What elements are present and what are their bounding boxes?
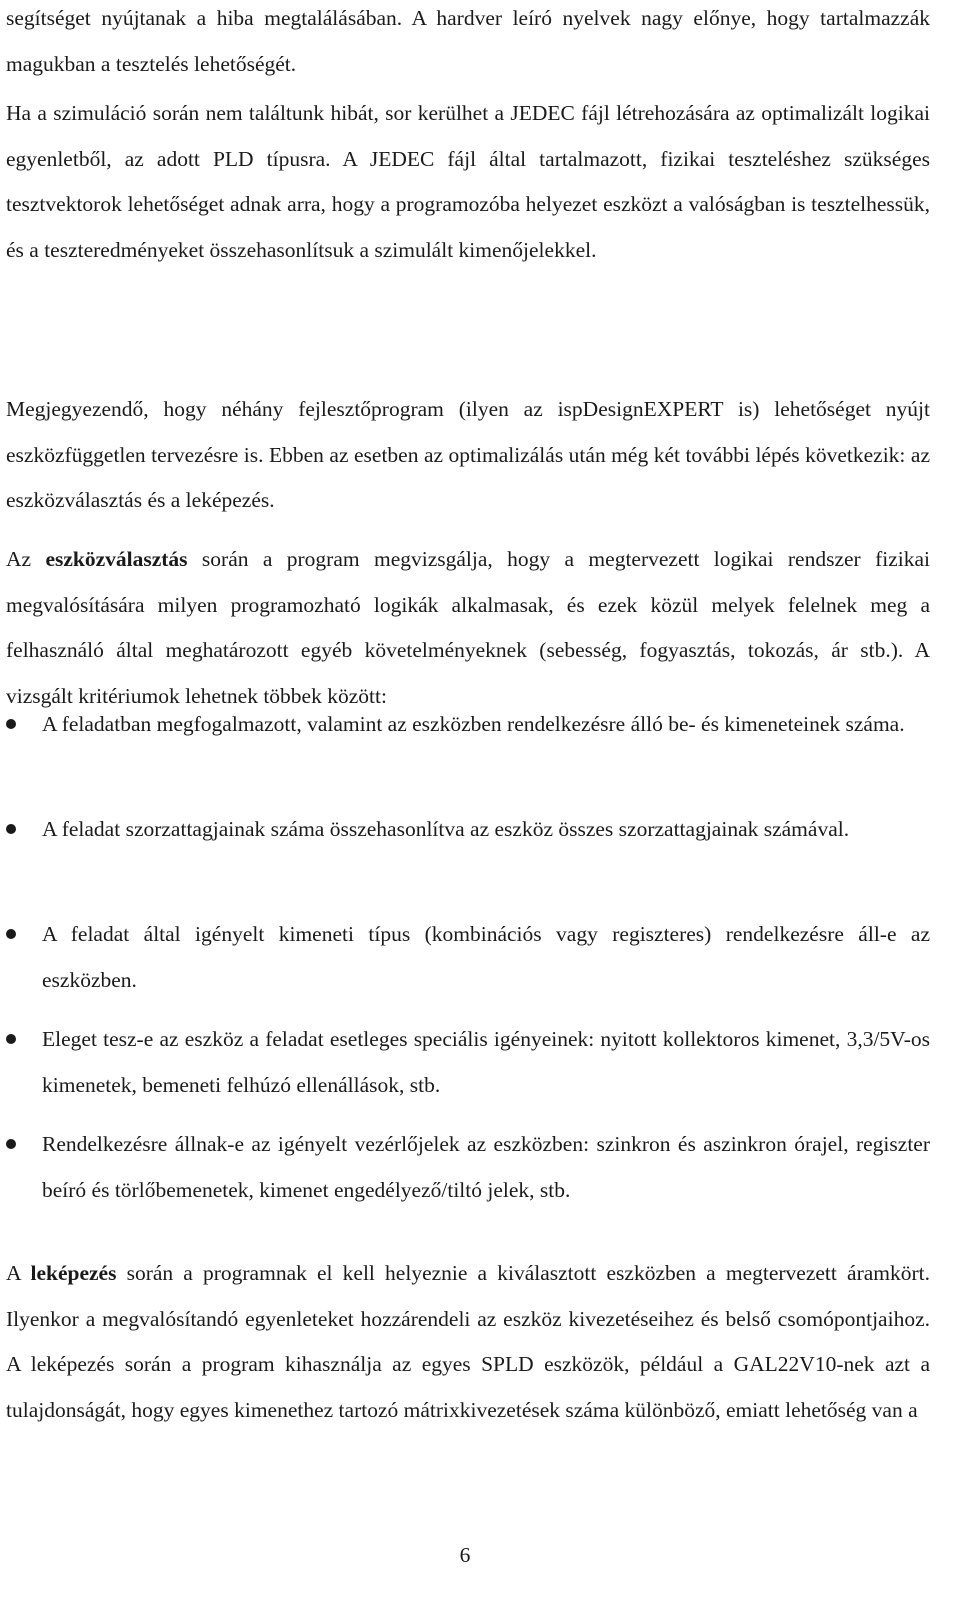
paragraph-mapping [6, 1251, 930, 1433]
paragraph-mapping-start: A [6, 1261, 31, 1285]
term-mapping: leképezés [30, 1261, 117, 1285]
bullet-icon [6, 824, 16, 834]
bullet-icon [6, 929, 16, 939]
paragraph-jedec: Ha a szimuláció során nem találtunk hibát, sor kerülhet a JEDEC fájl létrehozására az optimalizált logikai egyenletből, az adott PLD típusra. A JEDEC fájl által tartalmazott, fizikai teszteléshez szükséges tesztvektorok lehetőséget adnak arra, hogy a programozóba helyezet eszközt a valóságban is tesztelhessük, és a teszteredményeket összehasonlítsuk a szimulált kimenőjelekkel. [6, 101, 930, 262]
paragraph-device-independent: Megjegyezendő, hogy néhány fejlesztőprogram (ilyen az ispDesignEXPERT is) lehetőséget nyújt eszközfüggetlen tervezésre is. Ebben az esetben az optimalizálás után még két további lépés következik: az eszközválasztás és a leképezés. [6, 397, 930, 512]
paragraph-mapping-rest: során a programnak el kell helyeznie a kiválasztott eszközben a megtervezett áramkört. Ilyenkor a megvalósítandó egyenleteket hozzárendeli az eszköz kivezetéseihez és belső csomópontjaihoz. A leképezés során a program kihasználja az egyes SPLD eszközök, például a GAL22V10-nek azt a tulajdonságát, hogy egyes kimenethez tartozó mátrixkivezetések száma különböző, emiatt lehetőség van a [6, 1261, 930, 1422]
bullet-icon [6, 719, 16, 729]
list-item-text: A feladatban megfogalmazott, valamint az eszközben rendelkezésre álló be- és kimeneteinek száma. [42, 712, 905, 736]
paragraph-device-selection [6, 537, 930, 719]
bullet-icon [6, 1139, 16, 1149]
term-device-selection: eszközválasztás [45, 547, 188, 571]
paragraph-device-selection-rest: során a program megvizsgálja, hogy a megtervezett logikai rendszer fizikai megvalósítására milyen programozható logikák alkalmasak, és ezek közül melyek felelnek meg a felhasználó által meghatározott egyéb követelményeknek (sebesség, fogyasztás, tokozás, ár stb.). A vizsgált kritériumok lehetnek többek között: [6, 547, 930, 708]
list-item-text: Rendelkezésre állnak-e az igényelt vezérlőjelek az eszközben: szinkron és aszinkron órajel, regiszter beíró és törlőbemenetek, kimenet engedélyező/tiltó jelek, stb. [42, 1132, 930, 1202]
paragraph-intro: segítséget nyújtanak a hiba megtalálásában. A hardver leíró nyelvek nagy előnye, hogy tartalmazzák magukban a tesztelés lehetőségét. [6, 6, 930, 76]
bullet-icon [6, 1034, 16, 1044]
list-item-text: A feladat által igényelt kimeneti típus (kombinációs vagy regiszteres) rendelkezésre áll-e az eszközben. [42, 922, 930, 992]
list-item-text: Eleget tesz-e az eszköz a feladat esetleges speciális igényeinek: nyitott kollektoros kimenet, 3,3/5V-os kimenetek, bemeneti felhúzó ellenállások, stb. [42, 1027, 930, 1097]
page-number: 6 [459, 1543, 471, 1567]
paragraph-device-selection-start: Az [6, 547, 46, 571]
list-item-text: A feladat szorzattagjainak száma összehasonlítva az eszköz összes szorzattagjainak számával. [42, 817, 850, 841]
